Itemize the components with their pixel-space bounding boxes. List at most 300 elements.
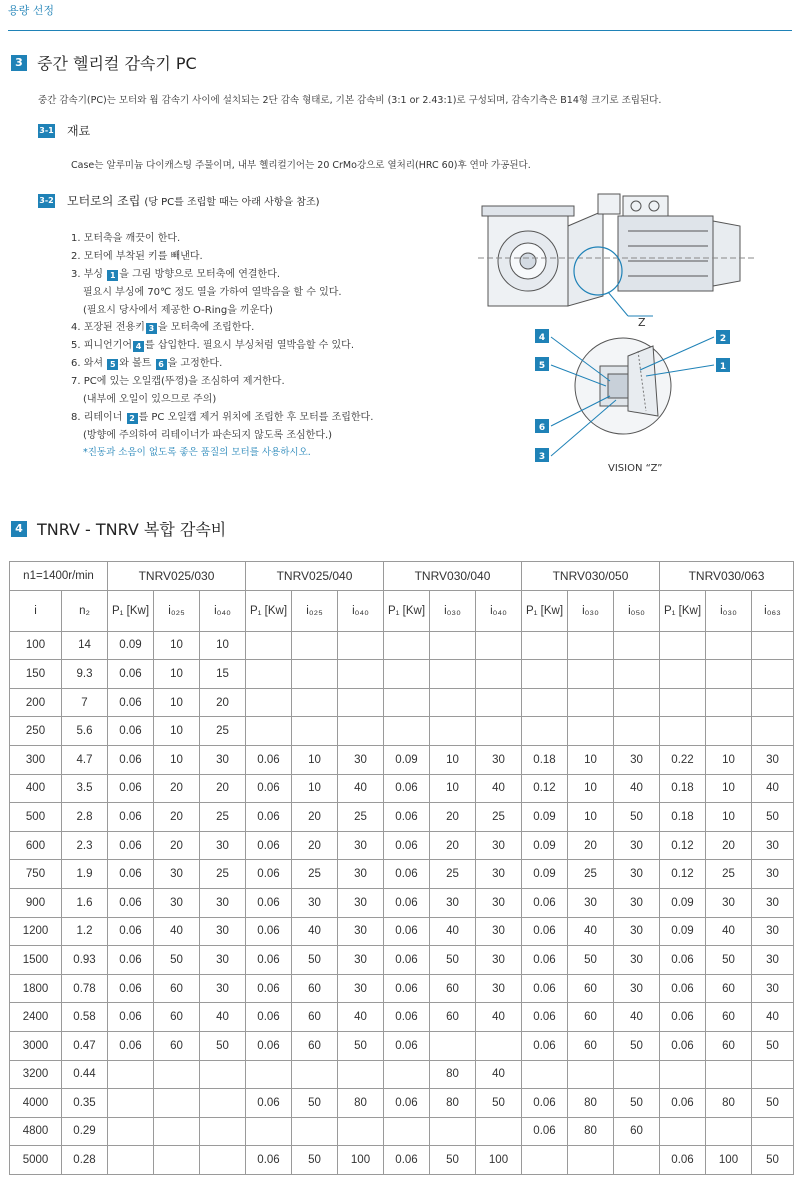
table-cell: 10 [568, 774, 614, 803]
table-cell: 60 [430, 1003, 476, 1032]
step-5 [71, 336, 373, 354]
table-cell [338, 1117, 384, 1146]
table-cell: 0.06 [108, 888, 154, 917]
page-header: 용량 선정 [8, 4, 55, 17]
motor-body [618, 216, 713, 291]
table-cell: 0.44 [62, 1060, 108, 1089]
table-cell: 60 [706, 1003, 752, 1032]
table-cell: 60 [568, 974, 614, 1003]
table-cell [522, 688, 568, 717]
table-cell: 0.06 [660, 1003, 706, 1032]
table-cell: 40 [614, 1003, 660, 1032]
table-cell: 30 [614, 974, 660, 1003]
table-cell: 25 [200, 803, 246, 832]
table-row [10, 631, 794, 660]
table-cell [660, 631, 706, 660]
table-cell: 500 [10, 803, 62, 832]
table-cell [614, 1146, 660, 1175]
table-cell: 20 [706, 831, 752, 860]
table-cell: 0.06 [246, 860, 292, 889]
table-cell: 0.18 [660, 774, 706, 803]
table-cell: 25 [568, 860, 614, 889]
table-cell [706, 1117, 752, 1146]
table-cell: 0.22 [660, 745, 706, 774]
table-cell: 1800 [10, 974, 62, 1003]
table-cell [430, 631, 476, 660]
col-header-n2: n₂ [62, 590, 108, 631]
assembly-steps [71, 229, 373, 462]
table-cell: 10 [154, 631, 200, 660]
callout-6: 6 [538, 423, 546, 433]
table-cell: 0.06 [384, 860, 430, 889]
table-row [10, 774, 794, 803]
step-text: 6. 와셔 [71, 358, 104, 370]
step-3 [71, 265, 373, 283]
table-cell [154, 1089, 200, 1118]
table-cell: 0.35 [62, 1089, 108, 1118]
table-cell: 30 [338, 860, 384, 889]
group-header: TNRV030/050 [522, 562, 660, 591]
table-cell: 80 [430, 1060, 476, 1089]
table-cell: 30 [752, 917, 794, 946]
table-cell [292, 1060, 338, 1089]
table-cell: 30 [476, 831, 522, 860]
table-cell [292, 688, 338, 717]
table-cell [200, 1117, 246, 1146]
table-cell: 60 [706, 1031, 752, 1060]
table-cell [752, 1060, 794, 1089]
table-cell [568, 1146, 614, 1175]
table-cell: 30 [752, 860, 794, 889]
table-cell: 0.06 [246, 745, 292, 774]
table-cell: 30 [614, 745, 660, 774]
table-cell: 25 [200, 860, 246, 889]
table-cell: 40 [476, 1060, 522, 1089]
table-cell [522, 717, 568, 746]
table-cell: 50 [430, 946, 476, 975]
table-cell: 30 [476, 745, 522, 774]
table-cell [384, 631, 430, 660]
reducer-assembly-figure [478, 186, 758, 481]
col-header: i₀₄₀ [476, 590, 522, 631]
table-cell [200, 1146, 246, 1175]
table-cell: 50 [292, 1089, 338, 1118]
table-cell: 3000 [10, 1031, 62, 1060]
col-header: P₁ [Kw] [660, 590, 706, 631]
table-cell: 0.06 [108, 688, 154, 717]
part-number-badge: 6 [156, 359, 167, 370]
table-cell: 50 [752, 1089, 794, 1118]
table-cell: 0.29 [62, 1117, 108, 1146]
table-cell: 0.06 [246, 803, 292, 832]
table-cell: 0.06 [246, 917, 292, 946]
table-cell: 0.09 [108, 631, 154, 660]
table-cell [706, 660, 752, 689]
group-header: TNRV025/030 [108, 562, 246, 591]
table-cell: 60 [292, 974, 338, 1003]
table-cell: 50 [706, 946, 752, 975]
table-cell: 40 [338, 1003, 384, 1032]
col-header-i: i [10, 590, 62, 631]
table-cell: 1.9 [62, 860, 108, 889]
table-cell: 10 [154, 660, 200, 689]
table-cell: 30 [476, 917, 522, 946]
table-cell: 40 [752, 774, 794, 803]
part-number-badge: 3 [146, 323, 157, 334]
table-cell: 30 [706, 888, 752, 917]
table-cell [200, 1089, 246, 1118]
callout-1: 1 [719, 362, 727, 372]
table-row [10, 1117, 794, 1146]
table-row [10, 1031, 794, 1060]
table-cell: 20 [200, 688, 246, 717]
motor-quality-note: *진동과 소음이 없도록 좋은 품질의 모터를 사용하시오. [83, 446, 311, 458]
table-cell: 30 [154, 888, 200, 917]
table-cell: 30 [338, 745, 384, 774]
col-header: i₀₆₃ [752, 590, 794, 631]
section-4-title [11, 517, 226, 540]
table-cell: 30 [154, 860, 200, 889]
table-cell [246, 688, 292, 717]
table-cell: 0.06 [246, 1146, 292, 1175]
table-cell: 60 [292, 1003, 338, 1032]
table-cell: 0.06 [522, 917, 568, 946]
table-cell: 0.06 [384, 888, 430, 917]
callout-5: 5 [538, 361, 546, 371]
table-cell: 50 [292, 1146, 338, 1175]
table-row [10, 745, 794, 774]
table-cell: 50 [614, 803, 660, 832]
table-cell: 0.09 [522, 860, 568, 889]
table-cell: 0.12 [660, 831, 706, 860]
table-cell: 30 [292, 888, 338, 917]
table-cell: 50 [752, 1146, 794, 1175]
step-text: 을 그림 방향으로 모터축에 연결한다. [119, 268, 281, 280]
table-cell: 0.28 [62, 1146, 108, 1175]
subsection-subtitle: (당 PC를 조립할 때는 아래 사항을 참조) [144, 197, 320, 208]
table-cell: 25 [292, 860, 338, 889]
table-cell: 20 [568, 831, 614, 860]
table-cell: 50 [292, 946, 338, 975]
section-title-text: 중간 헬리컬 감속기 PC [37, 54, 197, 73]
table-cell [292, 660, 338, 689]
table-cell [246, 1060, 292, 1089]
table-cell: 30 [614, 831, 660, 860]
step-8 [71, 408, 373, 426]
table-cell [430, 1031, 476, 1060]
table-cell [384, 1060, 430, 1089]
step-text: 와 볼트 [119, 358, 152, 370]
step-text: 8. 리테이너 [71, 411, 123, 423]
table-cell: 50 [338, 1031, 384, 1060]
table-cell: 0.06 [384, 803, 430, 832]
table-cell: 50 [430, 1146, 476, 1175]
table-cell: 25 [200, 717, 246, 746]
table-cell: 30 [200, 745, 246, 774]
table-cell: 10 [706, 803, 752, 832]
table-cell: 10 [706, 774, 752, 803]
table-cell: 0.06 [522, 974, 568, 1003]
table-cell [522, 1060, 568, 1089]
table-cell [660, 688, 706, 717]
part-number-badge: 4 [133, 341, 144, 352]
table-cell [706, 631, 752, 660]
section-title-text: TNRV - TNRV 복합 감속비 [37, 520, 227, 539]
table-cell [706, 1060, 752, 1089]
table-row [10, 803, 794, 832]
table-cell: 60 [292, 1031, 338, 1060]
table-cell: 0.06 [246, 1031, 292, 1060]
table-cell: 2400 [10, 1003, 62, 1032]
table-cell: 0.06 [384, 917, 430, 946]
table-cell: 0.06 [108, 660, 154, 689]
table-cell: 80 [338, 1089, 384, 1118]
table-cell [292, 631, 338, 660]
table-cell: 30 [338, 831, 384, 860]
table-cell: 30 [200, 917, 246, 946]
ratio-table [9, 561, 794, 1175]
table-cell: 30 [200, 974, 246, 1003]
table-cell [338, 717, 384, 746]
table-cell: 0.06 [522, 888, 568, 917]
table-cell: 30 [614, 946, 660, 975]
step-3-note: (필요시 당사에서 제공한 O-Ring을 끼운다) [83, 304, 273, 316]
col-header: P₁ [Kw] [384, 590, 430, 631]
table-cell: 25 [476, 803, 522, 832]
table-cell: 600 [10, 831, 62, 860]
table-row [10, 1060, 794, 1089]
table-cell [338, 688, 384, 717]
step-1: 1. 모터축을 깨끗이 한다. [71, 233, 181, 244]
table-cell: 30 [568, 888, 614, 917]
table-cell: 4.7 [62, 745, 108, 774]
table-cell: 0.12 [522, 774, 568, 803]
table-cell: 60 [154, 1003, 200, 1032]
table-cell: 0.09 [522, 831, 568, 860]
table-cell: 0.78 [62, 974, 108, 1003]
table-cell: 0.06 [384, 774, 430, 803]
table-cell: 50 [568, 946, 614, 975]
subsection-3-1-text: Case는 알루미늄 다이캐스팅 주물이며, 내부 헬리컬기어는 20 CrMo강으로 열처리(HRC 60)후 연마 가공된다. [71, 160, 531, 171]
col-header: i₀₃₀ [430, 590, 476, 631]
table-cell: 100 [706, 1146, 752, 1175]
section-3-title [11, 51, 197, 74]
table-cell: 25 [338, 803, 384, 832]
table-row [10, 974, 794, 1003]
table-cell [384, 717, 430, 746]
table-cell: 60 [568, 1003, 614, 1032]
table-cell: 30 [614, 860, 660, 889]
table-cell [568, 1060, 614, 1089]
table-cell [660, 1117, 706, 1146]
table-cell: 5.6 [62, 717, 108, 746]
table-cell: 40 [430, 917, 476, 946]
table-cell [338, 660, 384, 689]
table-cell: 0.06 [384, 1089, 430, 1118]
table-cell: 0.18 [522, 745, 568, 774]
table-cell: 0.06 [384, 1003, 430, 1032]
col-header: P₁ [Kw] [246, 590, 292, 631]
table-cell [476, 688, 522, 717]
table-cell: 0.09 [660, 917, 706, 946]
table-cell: 20 [292, 803, 338, 832]
table-cell [476, 631, 522, 660]
table-cell: 30 [752, 974, 794, 1003]
table-cell: 30 [614, 888, 660, 917]
table-cell: 50 [200, 1031, 246, 1060]
table-cell: 0.06 [660, 974, 706, 1003]
group-header: TNRV030/063 [660, 562, 794, 591]
step-2: 2. 모터에 부착된 키를 빼낸다. [71, 250, 203, 262]
table-cell: 20 [154, 774, 200, 803]
table-row [10, 946, 794, 975]
table-cell: 0.06 [108, 717, 154, 746]
table-cell: 900 [10, 888, 62, 917]
table-cell [660, 717, 706, 746]
table-cell: 250 [10, 717, 62, 746]
table-cell: 0.06 [384, 974, 430, 1003]
table-cell: 60 [614, 1117, 660, 1146]
vision-z-label: VISION “Z” [608, 463, 663, 474]
table-cell: 10 [154, 717, 200, 746]
table-cell: 0.06 [522, 1117, 568, 1146]
table-cell: 0.06 [384, 1031, 430, 1060]
table-cell: 40 [200, 1003, 246, 1032]
table-cell: 0.06 [108, 745, 154, 774]
col-header: i₀₅₀ [614, 590, 660, 631]
col-header: i₀₃₀ [568, 590, 614, 631]
table-cell: 0.06 [246, 1003, 292, 1032]
table-row [10, 860, 794, 889]
table-cell: 30 [752, 888, 794, 917]
table-cell: 30 [338, 888, 384, 917]
table-cell: 60 [430, 974, 476, 1003]
col-header: i₀₂₅ [292, 590, 338, 631]
section-number-badge: 4 [11, 521, 27, 537]
section-number-badge: 3 [11, 55, 27, 71]
table-cell: 1.6 [62, 888, 108, 917]
table-cell: 60 [154, 974, 200, 1003]
table-cell: 40 [568, 917, 614, 946]
group-header: TNRV030/040 [384, 562, 522, 591]
header-divider [8, 30, 792, 31]
table-cell: 0.09 [660, 888, 706, 917]
table-cell: 60 [154, 1031, 200, 1060]
table-cell [246, 631, 292, 660]
table-cell [108, 1060, 154, 1089]
table-cell: 10 [292, 774, 338, 803]
table-cell: 100 [476, 1146, 522, 1175]
table-cell: 0.47 [62, 1031, 108, 1060]
table-cell: 0.06 [108, 1003, 154, 1032]
table-cell: 30 [752, 946, 794, 975]
table-row [10, 888, 794, 917]
table-cell [154, 1146, 200, 1175]
step-text: 를 삽입한다. 필요시 부싱처럼 열박음할 수 있다. [145, 340, 355, 352]
table-cell [430, 1117, 476, 1146]
table-cell: 30 [752, 745, 794, 774]
table-cell: 0.06 [246, 774, 292, 803]
table-cell: 0.09 [522, 803, 568, 832]
table-cell: 0.06 [108, 774, 154, 803]
table-cell: 300 [10, 745, 62, 774]
table-cell: 0.09 [384, 745, 430, 774]
table-cell [522, 660, 568, 689]
table-cell: 0.06 [108, 860, 154, 889]
table-cell: 40 [476, 1003, 522, 1032]
table-cell [752, 688, 794, 717]
table-cell: 40 [476, 774, 522, 803]
table-cell [384, 688, 430, 717]
table-cell [614, 631, 660, 660]
table-cell: 30 [338, 946, 384, 975]
subsection-number-badge: 3-1 [38, 124, 55, 138]
table-cell: 0.06 [246, 946, 292, 975]
table-cell: 40 [338, 774, 384, 803]
subsection-title-text: 재료 [67, 124, 91, 138]
table-cell: 20 [292, 831, 338, 860]
table-cell [706, 688, 752, 717]
table-cell: 30 [476, 946, 522, 975]
table-cell: 10 [154, 745, 200, 774]
table-cell [108, 1117, 154, 1146]
table-cell: 50 [752, 803, 794, 832]
step-text: 5. 피니언기어 [71, 340, 133, 352]
table-cell: 40 [614, 774, 660, 803]
subsection-number-badge: 3-2 [38, 194, 55, 208]
table-cell: 400 [10, 774, 62, 803]
table-cell: 50 [614, 1031, 660, 1060]
table-cell [568, 660, 614, 689]
table-cell [476, 1117, 522, 1146]
table-cell: 80 [706, 1089, 752, 1118]
table-cell: 0.06 [246, 1089, 292, 1118]
table-cell [384, 1117, 430, 1146]
table-cell: 0.06 [246, 831, 292, 860]
table-cell [476, 660, 522, 689]
table-cell: 0.06 [522, 1089, 568, 1118]
table-cell: 80 [568, 1117, 614, 1146]
table-cell: 0.06 [108, 974, 154, 1003]
table-cell: 0.58 [62, 1003, 108, 1032]
table-cell [338, 1060, 384, 1089]
table-cell: 10 [568, 745, 614, 774]
table-cell: 15 [200, 660, 246, 689]
table-cell: 0.12 [660, 860, 706, 889]
table-cell: 50 [752, 1031, 794, 1060]
table-cell [752, 1117, 794, 1146]
table-cell [660, 660, 706, 689]
table-cell: 10 [430, 774, 476, 803]
table-cell [522, 631, 568, 660]
table-cell: 30 [476, 974, 522, 1003]
table-cell: 2.8 [62, 803, 108, 832]
table-cell: 80 [430, 1089, 476, 1118]
table-cell: 20 [154, 803, 200, 832]
table-row [10, 717, 794, 746]
subsection-title-text: 모터로의 조립 [67, 194, 141, 208]
step-text: 4. 포장된 전용키 [71, 322, 145, 334]
table-cell [522, 1146, 568, 1175]
col-header: i₀₂₅ [154, 590, 200, 631]
table-cell: 60 [706, 974, 752, 1003]
table-cell [292, 717, 338, 746]
table-cell: 1200 [10, 917, 62, 946]
table-cell: 30 [338, 917, 384, 946]
step-text: 를 PC 오일캡 제거 위치에 조립한 후 모터를 조립한다. [138, 411, 374, 423]
table-row [10, 917, 794, 946]
table-cell: 100 [10, 631, 62, 660]
